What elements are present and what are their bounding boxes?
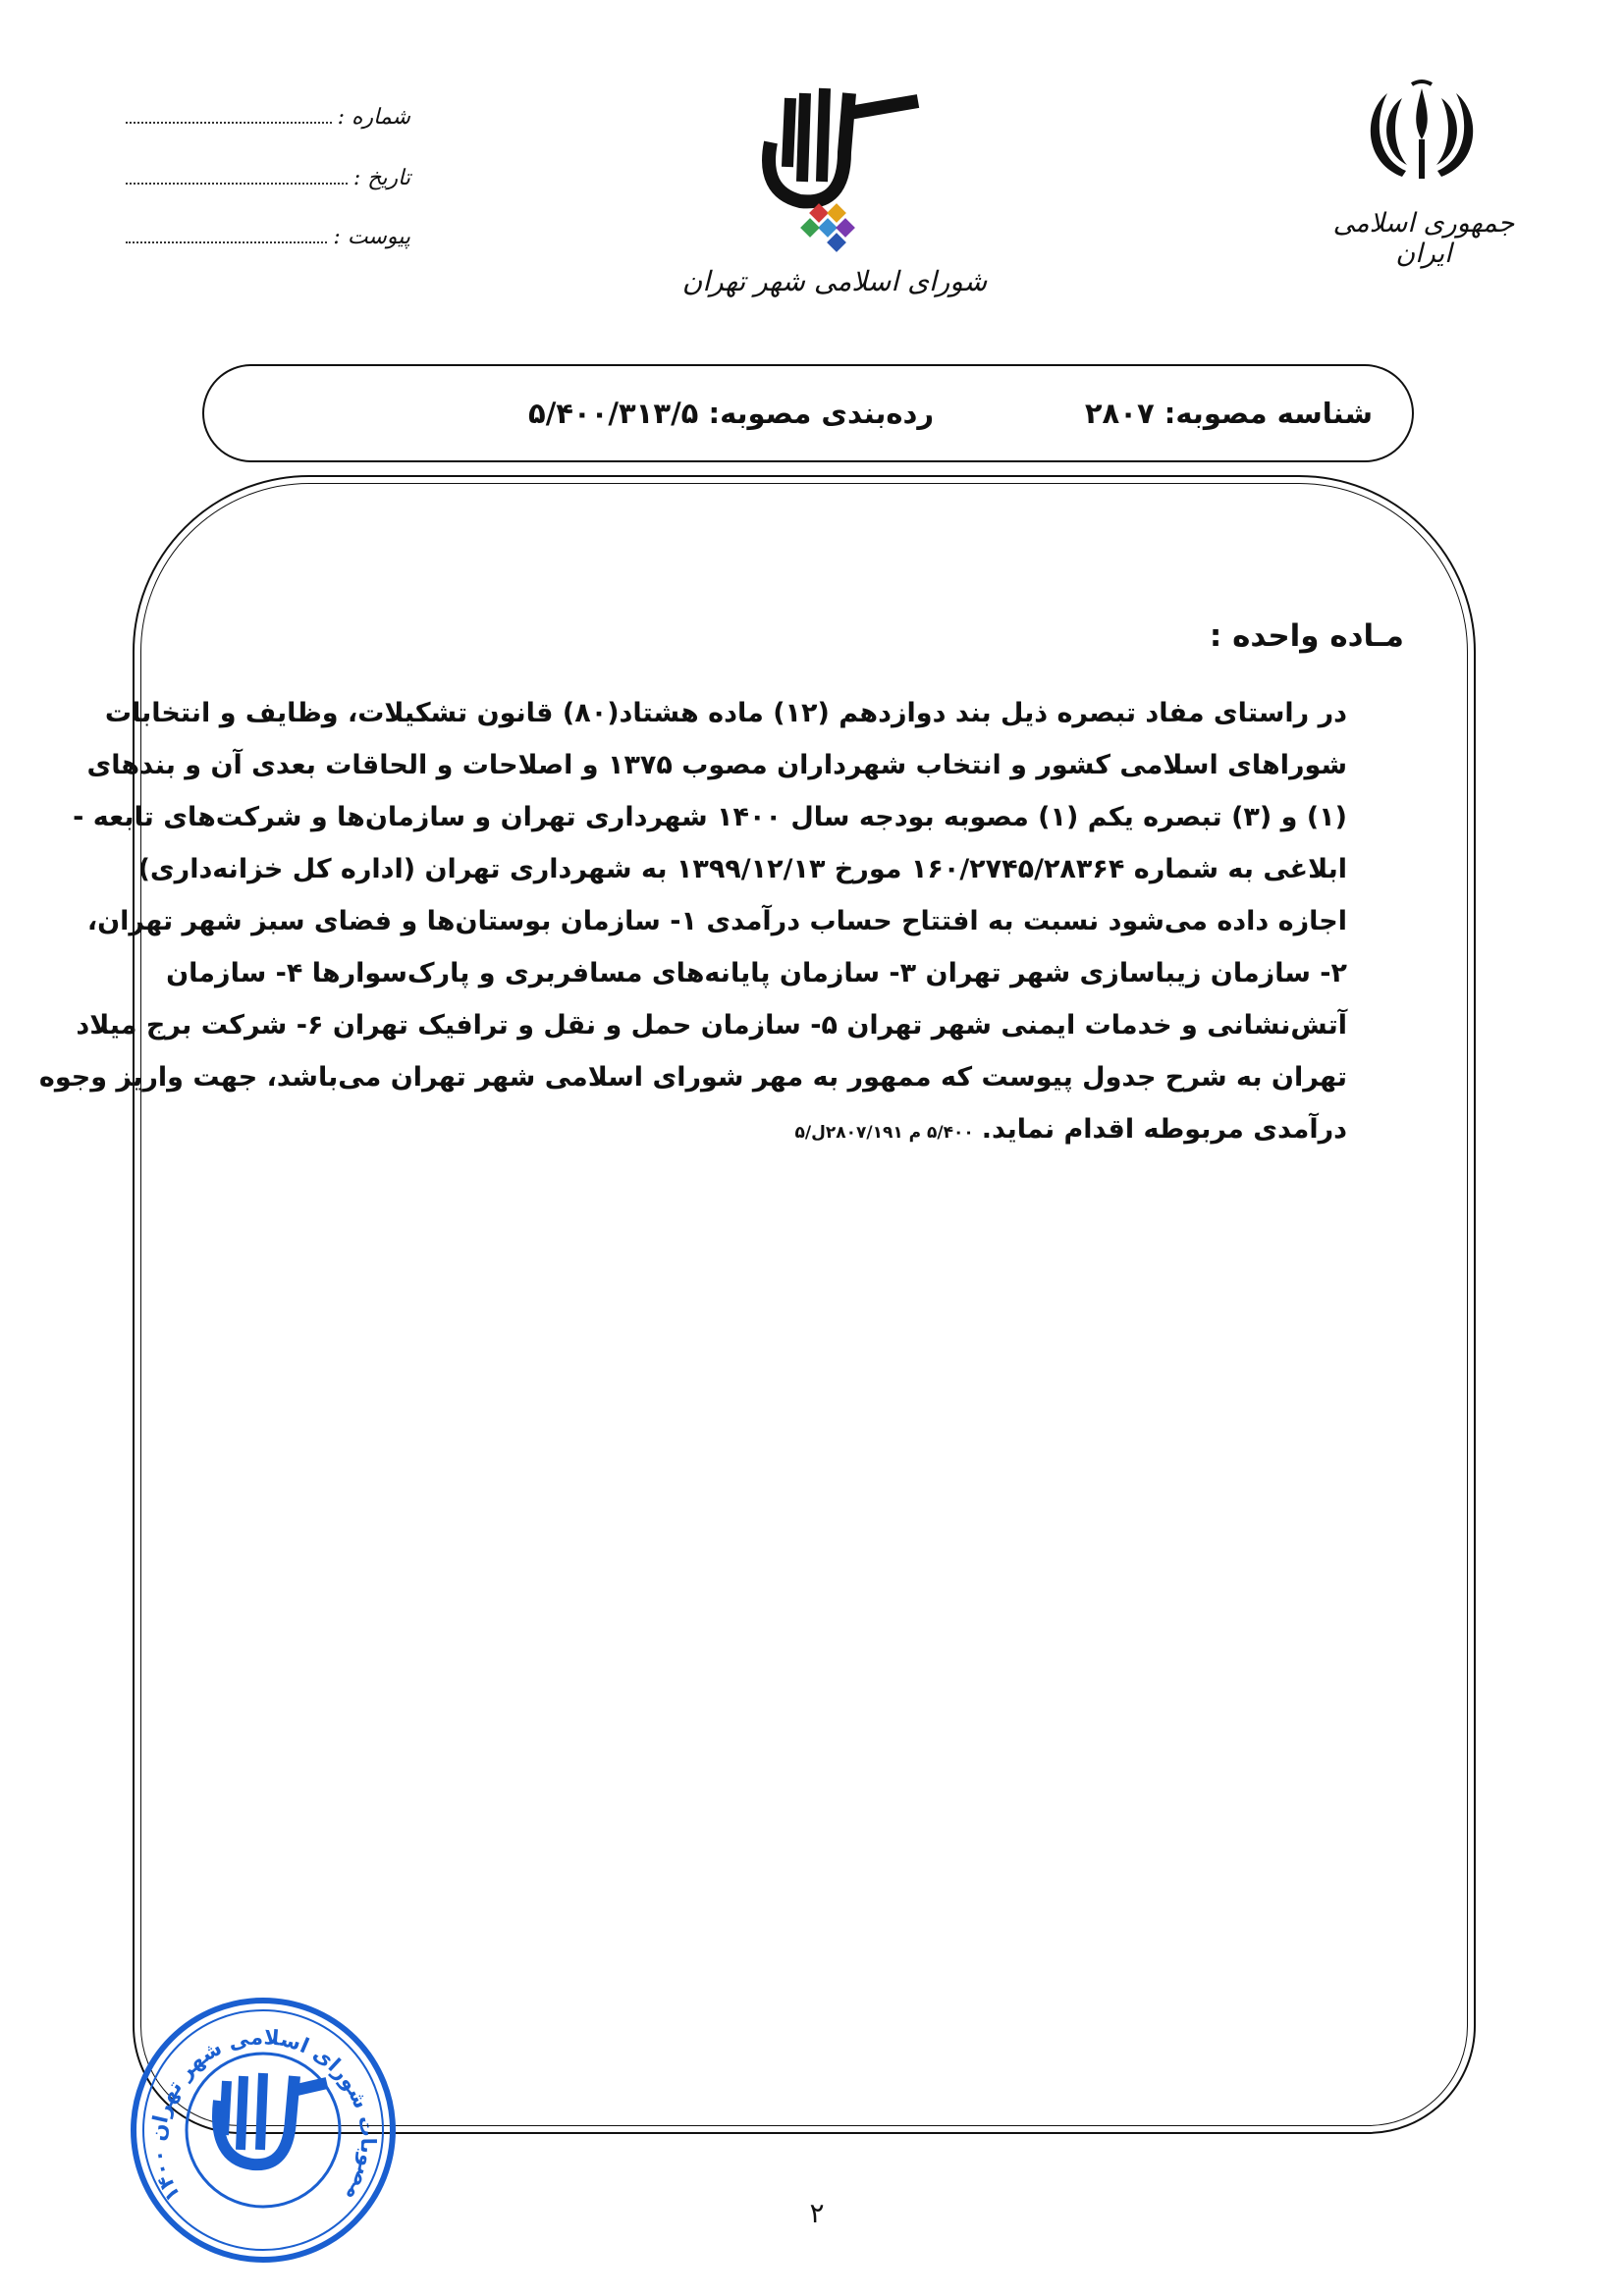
body-line: (۱) و (۳) تبصره یکم (۱) مصوبه بودجه سال ۱۴۰۰ شهرداری تهران و سازمان‌ها و شرکت‌های تابعه - xyxy=(73,802,1347,832)
iran-emblem-logo xyxy=(1363,79,1481,187)
stamp-text: مصوبات شورای اسلامی شهر تهران ۱۴۰۰ xyxy=(145,2025,381,2206)
body-line: اجازه داده می‌شود نسبت به افتتاح حساب درآمدی ۱- سازمان بوستان‌ها و فضای سبز شهر تهران، xyxy=(86,906,1347,936)
resolution-id: شناسه مصوبه: ۲۸۰۷ xyxy=(1084,397,1373,430)
date-field xyxy=(126,157,410,190)
attachment-field xyxy=(126,216,410,249)
resolution-id-box xyxy=(202,364,1414,462)
body-line: ابلاغی به شماره ۱۶۰/۲۷۴۵/۲۸۳۶۴ مورخ ۱۳۹۹/۱۲/۱۳ به شهرداری تهران (اداره کل خزانه‌داری) xyxy=(137,854,1347,884)
body-line: در راستای مفاد تبصره ذیل بند دوازدهم (۱۲) ماده هشتاد(۸۰) قانون تشکیلات، وظایف و انتخابات xyxy=(104,698,1347,728)
council-name: شورای اسلامی شهر تهران xyxy=(681,265,988,297)
page-number: ۲ xyxy=(809,2197,825,2229)
article-body xyxy=(38,687,1347,1155)
attachment-label: پیوست : xyxy=(333,225,410,249)
body-line: تهران به شرح جدول پیوست که ممهور به مهر شورای اسلامی شهر تهران می‌باشد، جهت واریز وجوه xyxy=(38,1062,1347,1093)
date-label: تاریخ : xyxy=(352,166,410,190)
number-label: شماره : xyxy=(337,105,410,130)
body-line: شوراهای اسلامی کشور و انتخاب شهرداران مصوب ۱۳۷۵ و اصلاحات و الحاقات بعدی آن و بندهای xyxy=(86,750,1347,780)
date-dotted-line xyxy=(126,183,348,185)
number-dotted-line xyxy=(126,122,332,124)
body-line: ۲- سازمان زیباسازی شهر تهران ۳- سازمان پایانه‌های مسافربری و پارک‌سوارها ۴- سازمان xyxy=(166,958,1347,988)
reference-code: ۵/۴۰۰ م ۲۸۰۷/۱۹۱ل/۵ xyxy=(794,1123,974,1143)
resolution-classification: رده‌بندی مصوبه: ۵/۴۰۰/۳۱۳/۵ xyxy=(528,397,935,430)
council-seal-stamp xyxy=(126,1993,401,2268)
article-heading: مـاده واحده : xyxy=(1209,618,1404,654)
last-line-text: درآمدی مربوطه اقدام نماید. xyxy=(981,1114,1347,1145)
attachment-dotted-line xyxy=(126,241,327,243)
government-name: جمهوری اسلامی ایران xyxy=(1332,208,1515,269)
tehran-council-logo xyxy=(751,74,928,260)
body-line: آتش‌نشانی و خدمات ایمنی شهر تهران ۵- سازمان حمل و نقل و ترافیک تهران ۶- شرکت برج میلاد xyxy=(76,1010,1347,1041)
number-field xyxy=(126,96,410,130)
body-line-last xyxy=(234,1103,1347,1155)
